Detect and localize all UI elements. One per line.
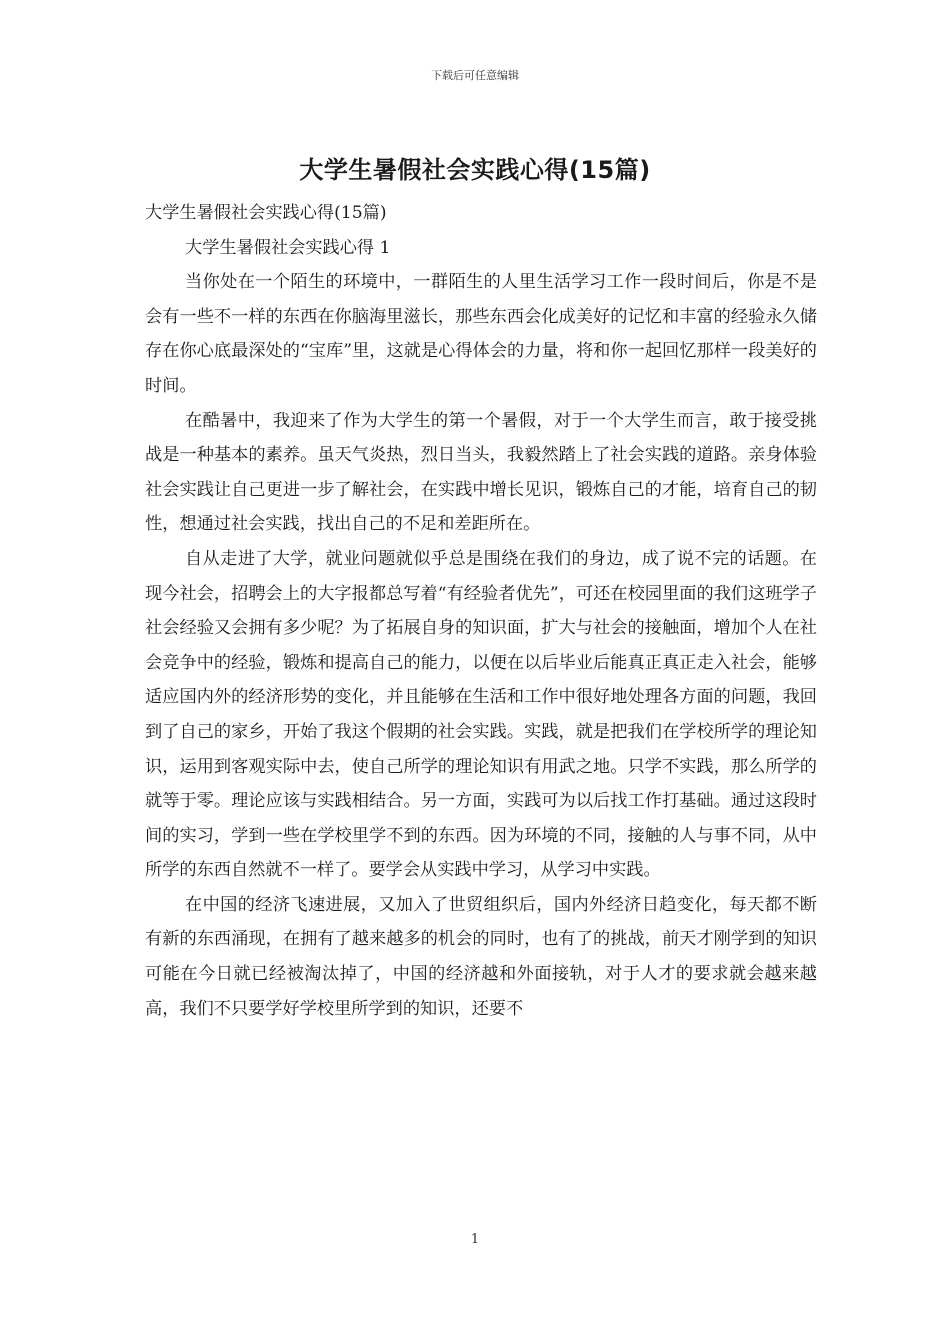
document-subtitle: 大学生暑假社会实践心得(15篇)	[145, 203, 387, 223]
page-number: 1	[470, 1232, 480, 1247]
section-heading: 大学生暑假社会实践心得 1	[185, 237, 391, 258]
paragraph-2: 在酷暑中，我迎来了作为大学生的第一个暑假，对于一个大学生而言，敢于接受挑战是一种基本的素养。虽天气炎热，烈日当头，我毅然踏上了社会实践的道路。亲身体验社会实践让自己更进一步了解社会，在实践中增长见识，锻炼自己的才能，培育自己的韧性，想通过社会实践，找出自己的不足和差距所在。	[145, 410, 817, 535]
document-title: 大学生暑假社会实践心得(15篇)	[299, 156, 651, 184]
paragraph-4: 在中国的经济飞速进展，又加入了世贸组织后，国内外经济日趋变化，每天都不断有新的东西涌现，在拥有了越来越多的机会的同时，也有了的挑战，前天才刚学到的知识可能在今日就已经被淘汰掉了，中国的经济越和外面接轨，对于人才的要求就会越来越高，我们不只要学好学校里所学到的知识，还要不	[145, 894, 817, 1019]
paragraph-1: 当你处在一个陌生的环境中，一群陌生的人里生活学习工作一段时间后，你是不是会有一些不一样的东西在你脑海里滋长，那些东西会化成美好的记忆和丰富的经验永久储存在你心底最深处的“宝库”里，这就是心得体会的力量，将和你一起回忆那样一段美好的时间。	[145, 272, 817, 396]
header-note: 下载后可任意编辑	[431, 69, 519, 82]
paragraph-3: 自从走进了大学，就业问题就似乎总是围绕在我们的身边，成了说不完的话题。在现今社会，招聘会上的大字报都总写着“有经验者优先”，可还在校园里面的我们这班学子社会经验又会拥有多少呢？为了拓展自身的知识面，扩大与社会的接触面，增加个人在社会竞争中的经验，锻炼和提高自己的能力，以便在以后毕业后能真正真正走入社会，能够适应国内外的经济形势的变化，并且能够在生活和工作中很好地处理各方面的问题，我回到了自己的家乡，开始了我这个假期的社会实践。实践，就是把我们在学校所学的理论知识，运用到客观实际中去，使自己所学的理论知识有用武之地。只学不实践，那么所学的就等于零。理论应该与实践相结合。另一方面，实践可为以后找工作打基础。通过这段时间的实习，学到一些在学校里学不到的东西。因为环境的不同，接触的人与事不同，从中所学的东西自然就不一样了。要学会从实践中学习，从学习中实践。	[145, 548, 817, 881]
document-body	[145, 196, 817, 1026]
